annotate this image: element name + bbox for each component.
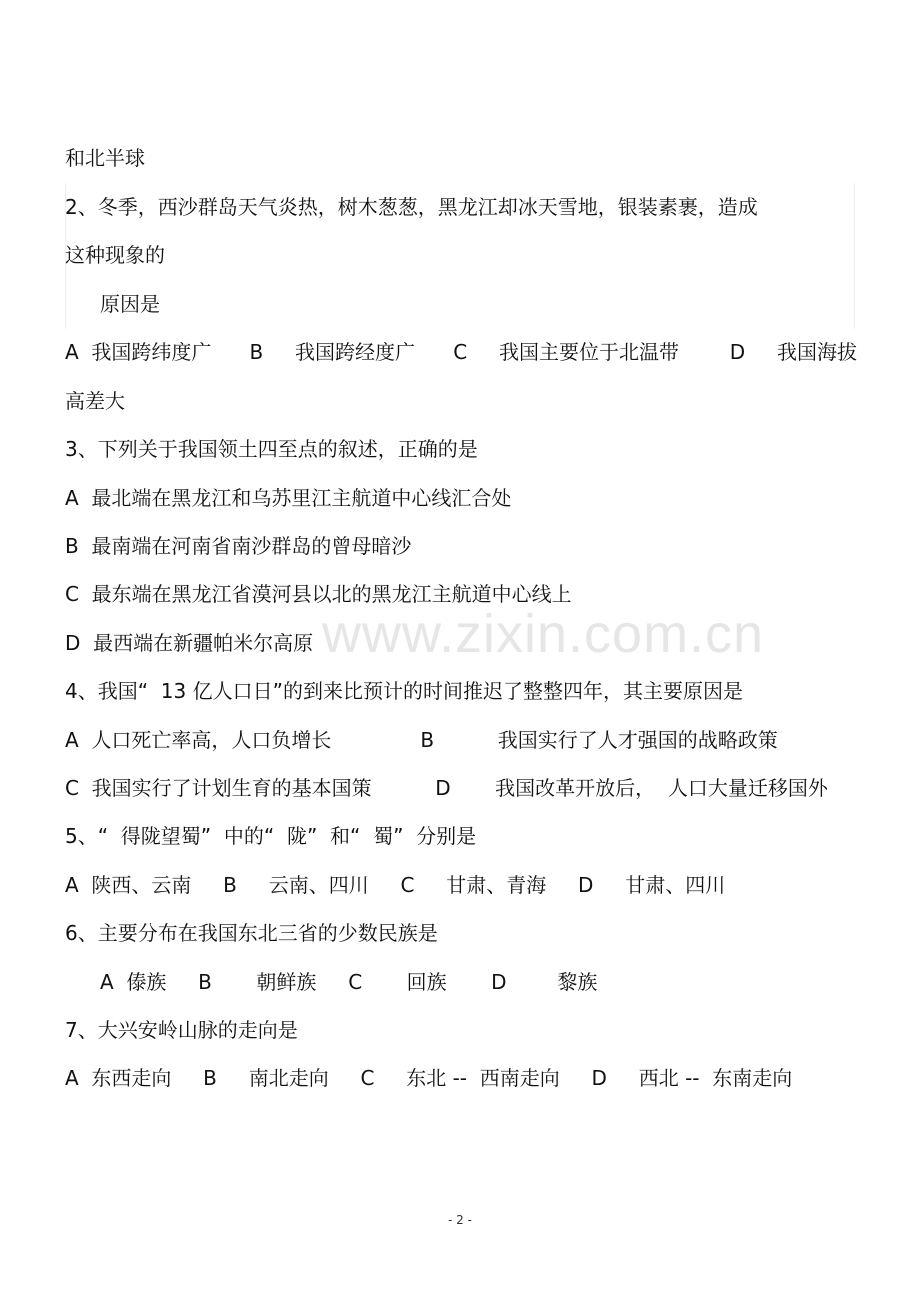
- question-3-option-c: C 最东端在黑龙江省漠河县以北的黑龙江主航道中心线上: [65, 582, 572, 606]
- text-line-continuation: 和北半球: [65, 146, 145, 170]
- question-4-stem: 4、我国“ 13 亿人口日”的到来比预计的时间推迟了整整四年，其主要原因是: [65, 679, 743, 703]
- question-5-stem: 5、“ 得陇望蜀” 中的“ 陇” 和“ 蜀” 分别是: [65, 824, 477, 848]
- question-3-option-a: A 最北端在黑龙江和乌苏里江主航道中心线汇合处: [65, 486, 512, 510]
- question-frame-right-border: [854, 183, 855, 329]
- question-2-options: A 我国跨纬度广 B 我国跨经度广 C 我国主要位于北温带 D 我国海拔: [65, 340, 857, 364]
- question-7-options: A 东西走向 B 南北走向 C 东北 -- 西南走向 D 西北 -- 东南走向: [65, 1066, 793, 1090]
- question-2-stem: 2、冬季，西沙群岛天气炎热，树木葱葱，黑龙江却冰天雪地，银装素裹，造成: [65, 195, 758, 219]
- question-6-stem: 6、主要分布在我国东北三省的少数民族是: [65, 921, 438, 945]
- question-2-stem-end: 原因是: [100, 292, 160, 316]
- question-2-stem-cont: 这种现象的: [65, 243, 165, 267]
- question-3-option-d: D 最西端在新疆帕米尔高原: [65, 631, 314, 655]
- question-3-stem: 3、下列关于我国领土四至点的叙述，正确的是: [65, 437, 478, 461]
- watermark: www.zixin.com.cn: [322, 604, 765, 664]
- question-4-options-cd: C 我国实行了计划生育的基本国策 D 我国改革开放后， 人口大量迁移国外: [65, 776, 828, 800]
- question-3-option-b: B 最南端在河南省南沙群岛的曾母暗沙: [65, 534, 412, 558]
- question-5-options: A 陕西、云南 B 云南、四川 C 甘肃、青海 D 甘肃、四川: [65, 873, 726, 897]
- question-4-options-ab: A 人口死亡率高，人口负增长 B 我国实行了人才强国的战略政策: [65, 728, 778, 752]
- question-6-options: A 傣族 B 朝鲜族 C 回族 D 黎族: [100, 970, 598, 994]
- question-2-options-cont: 高差大: [65, 389, 125, 413]
- question-7-stem: 7、大兴安岭山脉的走向是: [65, 1018, 298, 1042]
- page-number: - 2 -: [448, 1213, 472, 1227]
